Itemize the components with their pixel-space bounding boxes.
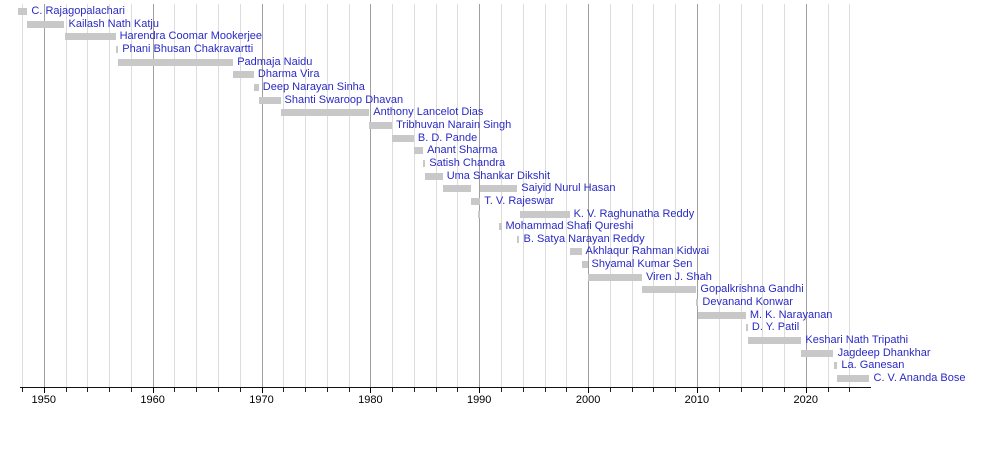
- person-link[interactable]: La. Ganesan: [841, 359, 905, 372]
- axis-tick: [697, 388, 698, 393]
- axis-tick: [610, 388, 611, 392]
- axis-tick: [457, 388, 458, 392]
- person-link[interactable]: Kailash Nath Katju: [68, 17, 159, 30]
- axis-tick: [675, 388, 676, 392]
- person-link[interactable]: Dharma Vira: [257, 68, 320, 81]
- person-link[interactable]: Tribhuvan Narain Singh: [396, 118, 512, 131]
- axis-tick: [392, 388, 393, 392]
- axis-tick-label: 1950: [31, 394, 57, 406]
- axis-tick: [262, 388, 263, 393]
- axis-tick: [784, 388, 785, 392]
- axis-tick: [66, 388, 67, 392]
- person-link[interactable]: B. D. Pande: [417, 131, 478, 144]
- person-link[interactable]: Gopalkrishna Gandhi: [700, 283, 804, 296]
- person-link[interactable]: K. V. Raghunatha Reddy: [573, 207, 695, 220]
- axis-tick: [174, 388, 175, 392]
- person-link[interactable]: Jagdeep Dhankhar: [837, 346, 931, 359]
- person-link[interactable]: Harendra Coomar Mookerjee: [119, 30, 263, 43]
- axis-tick: [806, 388, 807, 393]
- axis-tick: [218, 388, 219, 392]
- axis-tick: [828, 388, 829, 392]
- axis-tick: [44, 388, 45, 393]
- axis-tick: [501, 388, 502, 392]
- axis-tick: [87, 388, 88, 392]
- person-link[interactable]: Anant Sharma: [427, 144, 498, 157]
- axis-tick: [588, 388, 589, 393]
- person-link[interactable]: Devanand Konwar: [702, 296, 793, 309]
- axis-tick-label: 1980: [358, 394, 383, 406]
- axis-tick-label: 1960: [140, 394, 165, 406]
- axis-tick: [196, 388, 197, 392]
- person-link[interactable]: T. V. Rajeswar: [484, 194, 555, 207]
- axis-tick: [305, 388, 306, 392]
- person-link[interactable]: Akhlaqur Rahman Kidwai: [585, 245, 710, 258]
- axis-tick-label: 2010: [684, 394, 710, 406]
- person-link[interactable]: Shyamal Kumar Sen: [591, 258, 693, 271]
- person-link[interactable]: Satish Chandra: [429, 156, 506, 169]
- person-link[interactable]: Padmaja Naidu: [237, 55, 313, 68]
- person-link[interactable]: C. Rajagopalachari: [31, 5, 125, 17]
- axis-tick: [849, 388, 850, 392]
- axis-tick: [240, 388, 241, 392]
- axis-tick: [370, 388, 371, 393]
- axis-tick-label: 1970: [249, 394, 274, 406]
- axis-tick: [719, 388, 720, 392]
- person-link[interactable]: Shanti Swaroop Dhavan: [284, 93, 404, 106]
- person-link[interactable]: Uma Shankar Dikshit: [446, 169, 551, 182]
- person-link[interactable]: B. Satya Narayan Reddy: [523, 232, 645, 245]
- person-link[interactable]: Anthony Lancelot Dias: [373, 106, 484, 119]
- person-link[interactable]: Mohammad Shafi Qureshi: [505, 220, 634, 233]
- person-link[interactable]: Phani Bhusan Chakravartti: [122, 43, 254, 55]
- axis-tick: [632, 388, 633, 392]
- person-link[interactable]: Keshari Nath Tripathi: [805, 334, 909, 346]
- axis-tick: [762, 388, 763, 392]
- axis-tick: [283, 388, 284, 392]
- axis-tick: [349, 388, 350, 392]
- axis-tick: [741, 388, 742, 392]
- person-link[interactable]: C. V. Ananda Bose: [873, 372, 966, 384]
- axis-tick: [22, 388, 23, 392]
- person-link[interactable]: D. Y. Patil: [751, 321, 800, 334]
- axis-tick: [653, 388, 654, 392]
- axis-tick: [479, 388, 480, 393]
- axis-tick: [436, 388, 437, 392]
- axis-tick: [566, 388, 567, 392]
- person-link[interactable]: Viren J. Shah: [646, 270, 712, 283]
- axis-tick-label: 2020: [793, 394, 819, 406]
- person-link[interactable]: Saiyid Nurul Hasan: [521, 182, 616, 195]
- axis-tick: [327, 388, 328, 392]
- axis-tick: [523, 388, 524, 392]
- axis-tick: [545, 388, 546, 392]
- person-link[interactable]: M. K. Narayanan: [749, 308, 833, 321]
- axis-tick: [414, 388, 415, 392]
- axis-tick: [153, 388, 154, 393]
- axis-tick: [131, 388, 132, 392]
- person-link[interactable]: Deep Narayan Sinha: [262, 80, 365, 93]
- axis-tick-label: 1990: [466, 394, 492, 406]
- axis-tick-label: 2000: [575, 394, 601, 406]
- axis-tick: [109, 388, 110, 392]
